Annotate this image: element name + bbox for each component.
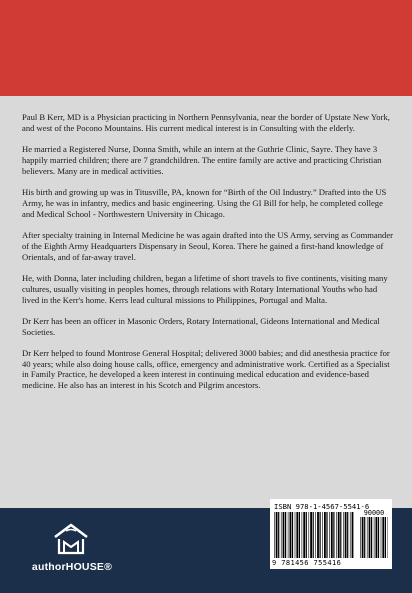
barcode-bar — [340, 512, 341, 558]
barcode-bar — [333, 512, 334, 558]
barcode-bar — [306, 512, 307, 558]
isbn-barcode — [270, 499, 392, 569]
barcode-bar — [381, 517, 382, 558]
barcode-bar — [371, 517, 372, 558]
barcode-bar — [283, 512, 285, 558]
publisher-name: authorHOUSE® — [31, 561, 113, 573]
barcode-addon-bars — [360, 517, 388, 558]
barcode-bar — [352, 512, 354, 558]
barcode-bar — [364, 517, 365, 558]
bio-paragraph: Dr Kerr has been an officer in Masonic Orders, Rotary International, Gideons International and Medical Societies. — [22, 315, 380, 337]
barcode-bar — [322, 512, 323, 558]
barcode-bar — [320, 512, 321, 558]
barcode-bar — [317, 512, 319, 558]
barcode-bar — [347, 512, 348, 558]
barcode-bar — [362, 517, 364, 558]
bio-paragraph: His birth and growing up was in Titusville, PA, known for “Birth of the Oil Industry.” Drafted into the US Army, he was in infantry, medics and basic engineering. Using the GI Bill for help, he completed college and Medical School - Northwestern University in Chicago. — [22, 186, 387, 219]
barcode-bar — [281, 512, 282, 558]
publisher-logo — [30, 521, 114, 583]
barcode-bar — [385, 517, 386, 558]
bio-paragraph: He married a Registered Nurse, Donna Smith, while an intern at the Guthrie Clinic, Sayre. They have 3 happily married children; there are 7 grandchildren. The entire family are active and practicing Christian believers. Many are in medical activities. — [22, 144, 382, 176]
barcode-bar — [367, 517, 368, 558]
price-code: 90000 — [363, 509, 385, 517]
barcode-bar — [376, 517, 378, 558]
barcode-bar — [336, 512, 337, 558]
barcode-bar — [374, 517, 375, 558]
barcode-bar — [345, 512, 347, 558]
barcode-bar — [278, 512, 279, 558]
barcode-bar — [369, 517, 371, 558]
barcode-bar — [382, 517, 384, 558]
barcode-bar — [378, 517, 379, 558]
bio-paragraph: After specialty training in Internal Medicine he was again drafted into the US Army, serving as Commander of the Eighth Army Headquarters Dispensary in Seoul, Korea. There he gained a first-hand knowledge of Orientals, and of far-away travel. — [22, 229, 394, 262]
top-color-band — [0, 0, 412, 96]
barcode-bar — [313, 512, 314, 558]
ean-digits: 9 781456 755416 — [272, 559, 342, 567]
barcode-bar — [329, 512, 330, 558]
barcode-bar — [310, 512, 312, 558]
author-biography — [22, 112, 394, 401]
bio-paragraph: Dr Kerr helped to found Montrose General Hospital; delivered 3000 babies; and did anesthesia practice for 40 years; while also doing house calls, office, emergency and administrative work. Certified as a Specialist in Family Practice, he developed a keen interest in continuing medical education and evidence-based medicine. He also has an interest in his Scotch and Pilgrim ancestors. — [22, 347, 390, 391]
barcode-bar — [360, 517, 361, 558]
barcode-bar — [302, 512, 303, 558]
barcode-bar — [292, 512, 293, 558]
barcode-bar — [309, 512, 310, 558]
barcode-bar — [326, 512, 327, 558]
barcode-bar — [324, 512, 326, 558]
barcode-bar — [331, 512, 333, 558]
barcode-bar — [276, 512, 278, 558]
barcode-bar — [338, 512, 340, 558]
barcode-bar — [303, 512, 305, 558]
barcode-bar — [285, 512, 286, 558]
barcode-bar — [295, 512, 296, 558]
barcode-bar — [299, 512, 300, 558]
barcode-bar — [343, 512, 344, 558]
bio-paragraph: Paul B Kerr, MD is a Physician practicing in Northern Pennsylvania, near the border of Upstate New York, and west of the Pocono Mountains. His current medical interest is in Consulting with the elderly. — [22, 112, 390, 133]
barcode-bar — [274, 512, 275, 558]
barcode-bar — [350, 512, 351, 558]
barcode-bar — [296, 512, 298, 558]
bio-paragraph: He, with Donna, later including children, began a lifetime of short travels to five continents, visiting many cultures, usually visiting in peoples homes, through relations with Rotary International Youths who had lived in the Kerr's home. Kerrs lead cultural missions to Philippines, Portugal and Malta. — [22, 272, 388, 305]
isbn-number: ISBN 978-1-4567-5541-6 — [274, 502, 370, 511]
barcode-bar — [288, 512, 289, 558]
barcode-bar — [315, 512, 316, 558]
barcode-bars — [274, 512, 354, 558]
authorhouse-logo-icon — [51, 521, 91, 557]
barcode-bar — [290, 512, 292, 558]
